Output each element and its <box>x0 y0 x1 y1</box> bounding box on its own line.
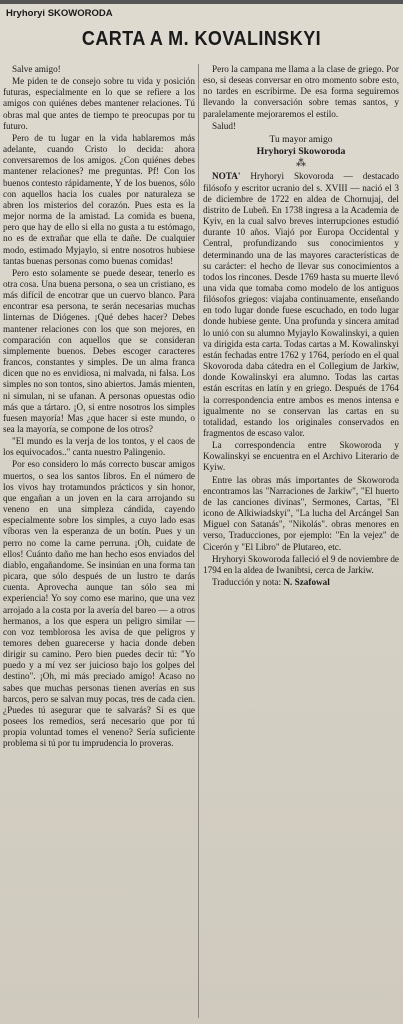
letter-paragraph: Pero de tu lugar en la vida hablaremos más adelante, cuando Cristo lo decida: ahora conversaremos de los amigos. ¿Con quiénes debes mantener relaciones? me preguntas. Pf! Con los buenos contesto rápidamente, Y de los buenos, sólo con aquellos hacia los cuales por naturaleza se abren los misterios del corazón. Pues esta es la mejor norma de la amistad. La comida es buena, pero que hay de ello si ella no gusta a tu estómago, no es de extrañar que ella te dañe. De cualquier modo, estimado Myjaylo, si entre nosotros hubiese tantas buenas personas como buenas comidas! <box>3 132 195 266</box>
article-title: CARTA A M. KOVALINSKYI <box>81 28 322 50</box>
letter-column-left <box>3 64 195 1020</box>
note-paragraph <box>203 171 399 439</box>
column-divider <box>198 64 199 1018</box>
note-text: Hryhoryi Skovoroda — destacado filósofo y escritor ucranio del s. XVIII — nació el 3 de diciembre de 1722 en aldea de Chornujaj, del distrito de Lubeñ. En 1738 ingresa a la Academia de Kyiv, en la cual salvo breves interrupciones estudió durante 10 años. Viajó por Europa Occidental y Central, profundizando sus conocimientos y determinando una de las mayores características de su carácter: el hecho de llevar sus conocimientos a todos los rincones. Desde 1769 hasta su muerte llevó una vida que tomaba como modelo de los antiguos filósofos griegos: viajaba continuamente, enseñando en todo lugar donde fuese escuchado, en todo lugar donde hubiese gente. Una profunda y sincera amitad lo unió con su alumno Myjaylo Kowalinskyi, a quien va dirigida esta carta. Todas cartas a M. Kowalinskyi están fechadas entre 1762 y 1764, período en el qual Skovoroda daba cátedra en el Collegium de Jarkiw, donde Kowalinskyi era alumno. Todas las cartas están escritas en latín y en griego. Después de 1764 la correspondencia entre ambos es menos intensa e igualmente no se conservan las cartas en su totalidad, estando los originales conservados en fragmentos de escaso valor. <box>203 171 399 438</box>
letter-greeting: Salve amigo! <box>12 64 61 74</box>
author-byline: Hryhoryi SKOWORODA <box>6 8 113 19</box>
letter-paragraph: Por eso considero lo más correcto buscar amigos muertos, o sea los santos libros. En el número de los vivos hay trotamundos prácticos y sin honor, que engañan a un joven en la cara arrojando su veneno en una simpleza cándida, cayendo especialmente sobre los simples, a cuyo lado esas víboras ven la esperanza de un botín. Pues y un perro no come la carne perruna. ¡Oh, cuidate de ellos! Cuánto daño me han hecho esos enviados del diablo, engañandome. Se insinúan en una forma tan picara, que sólo después de un lustro te darás cuenta. Aprovecha aunque tan sólo sea mi experiencia! Yo soy como ese marino, que una vez arrojado a la costa por la avería del bareo — a otros hermanos, a los que espera un peligro similar — con voz temblorosa les avisa de que peligros y temores deben guarecerse y hacia donde deben dirigir su camino. Pero bien puedes decir tú: "Yo puedo y a mí vez ser juicioso bajo los golpes del destino". ¡Oh, mi más preciado amigo! Acaso no sabes que muchas personas tienen averías en sus barcos, pero se salvan muy pocas, tres de cada cien. ¿Puedes tú asegurar que te salvarás? Si es que posees los remedios, será necesario que por tú propia voluntad tomes el veneno? Sería suficiente problema si tú por tu imprudencia lo proveras. <box>3 459 195 749</box>
note-label: NOTA' <box>212 171 241 182</box>
top-rule <box>0 0 403 4</box>
letter-paragraph: Pero la campana me llama a la clase de griego. Por eso, si deseas conversar en otro momento sobre esto, no tardes en escribirme. De esa forma seguiremos llevando la conversación sobre temas santos, y paralelamente mejoraremos el estilo. <box>203 64 399 119</box>
note-paragraph: Hryhoryi Skoworoda falleció el 9 de noviembre de 1794 en la aldea de Iwanibtsi, cerca de Jarkiw. <box>203 553 399 575</box>
signoff-name: Hryhoryi Skoworoda <box>256 146 346 158</box>
letter-quote: "El mundo es la verja de los tontos, y el caos de los equivocados.." canta nuestro Palingenio. <box>3 436 195 458</box>
letter-paragraph: Me piden te de consejo sobre tu vida y posición futuras, especialmente en lo que se refiere a los amigos con quiénes debes mantener relaciones. Tú obras mal que antes de tiempo te preocupas por tu futuro. <box>3 76 195 131</box>
signoff-block <box>203 135 399 157</box>
letter-paragraph: Pero esto solamente se puede desear, tenerlo es otra cosa. Una buena persona, o sea un cristiano, es más difícil de encotrar que un cuervo blanco. Para encontrar esa persona, te serán necesarias muchas linternas de Diógenes. ¡Qué debes hacer? Debes mantener relaciones con los que son mejores, en comparación con aquellos que se consideran simplemente buenos. Debes escoger caracteres francos, constantes y simples. De un alma franca dicen que no es envidiosa, ni malvada, ni falsa. Los simples no son tontos, sino abiertos. Jamás mienten, ni simulan, ni se ufanan. A personas opuestas odio más que a tártaro. ¡O, si entre nosotros los simples fuesen mayoría! Mas ¿que hacer si este mundo, o sea la mayoría, se compone de los otros? <box>3 267 195 434</box>
credit-name: N. Szafowal <box>283 577 330 588</box>
section-ornament: ⁂ <box>296 158 306 170</box>
note-paragraph: Entre las obras más importantes de Skoworoda encontramos las "Narraciones de Jarkiw", "El huerto de las canciones divinas", Sermones, Cartas, "El icono de Alkiwiadskyi", "La lucha del Arcángel San Miguel con Satanás", "Nikolás". obras menores en verso, Traducciones, por ejemplo: "En la vejez" de Cicerón y "El Libro" de Plutareo, etc. <box>203 474 399 552</box>
letter-column-right <box>203 64 399 1020</box>
translation-credit <box>203 577 399 588</box>
letter-closing: Salud! <box>212 120 236 131</box>
credit-label: Traducción y nota: <box>212 577 282 588</box>
signoff-role: Tu mayor amigo <box>269 134 333 145</box>
note-paragraph: La correspondencia entre Skoworoda y Kowalinskyi se encuentra en el Archivo Literario de Kyiw. <box>203 440 399 473</box>
